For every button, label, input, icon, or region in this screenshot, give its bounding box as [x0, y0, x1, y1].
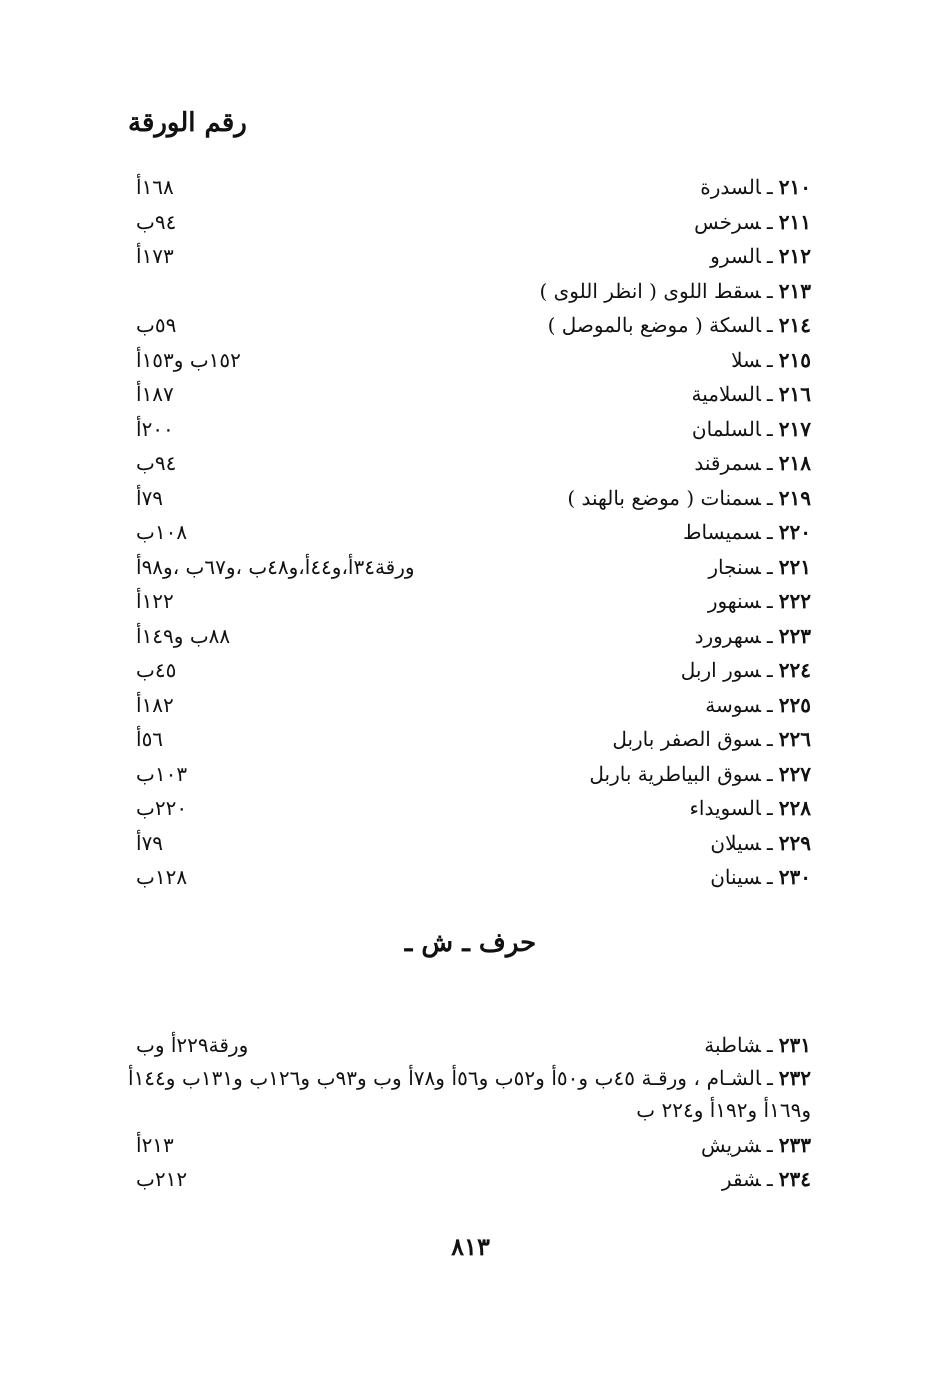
entry-place — [589, 757, 811, 791]
entry-row — [128, 1028, 811, 1062]
entry-number: ٢١٠ — [778, 175, 811, 199]
entry-folio: ٧٩أ — [136, 486, 164, 510]
entry-row — [128, 1128, 811, 1162]
entry-separator: ـ — [766, 348, 773, 372]
entry-separator: ـ — [766, 382, 773, 406]
entry-separator: ـ — [766, 589, 773, 613]
entry-place — [710, 239, 811, 273]
entry-row — [128, 170, 811, 204]
entry-name: السكة ( موضع بالموصل ) — [547, 313, 761, 337]
entry-separator: ـ — [766, 210, 773, 234]
entry-name: شريش — [700, 1133, 761, 1157]
entry-place — [705, 688, 811, 722]
entry-row — [128, 239, 811, 273]
entry-row — [128, 757, 811, 791]
entry-folio: ٥٩ب — [136, 313, 177, 337]
entry-name: سقط اللوى ( انظر اللوى ) — [539, 279, 761, 303]
entry-place — [691, 377, 811, 411]
entry-place — [567, 481, 811, 515]
entry-name: سوق البياطرية باربل — [589, 762, 761, 786]
entry-number: ٢١٨ — [778, 451, 811, 475]
entry-folio: ١٧٣أ — [136, 244, 174, 268]
entry-folio: ١٠٣ب — [136, 762, 188, 786]
entry-number: ٢٣٠ — [778, 865, 811, 889]
entry-folio: ٤٥ب — [136, 658, 177, 682]
entry-number: ٢٣٤ — [778, 1167, 811, 1191]
entry-name: السلامية — [691, 382, 761, 406]
entry-number: ٢١٩ — [778, 486, 811, 510]
entry-folio: ١٥٢ب و١٥٣أ — [136, 348, 241, 372]
entry-place — [710, 860, 811, 894]
entry-separator: ـ — [766, 624, 773, 648]
entry-separator: ـ — [766, 796, 773, 820]
entry-separator: ـ — [766, 693, 773, 717]
entry-folio: ٩٤ب — [136, 210, 177, 234]
entry-number: ٢٢٧ — [778, 762, 811, 786]
entry-row — [128, 481, 811, 515]
entry-row — [128, 550, 811, 584]
entry-separator: ـ — [766, 727, 773, 751]
entry-folio: ١٨٢أ — [136, 693, 174, 717]
entry-separator: ـ — [766, 555, 773, 579]
entry-row — [128, 584, 811, 618]
entry-folio: ورقة٣٤أ،و٤٤أ،و٤٨ب ،و٦٧ب ،و٩٨أ — [136, 555, 415, 579]
entry-place — [539, 274, 811, 308]
entry-place — [701, 1128, 811, 1162]
entry-place — [708, 584, 811, 618]
entry-number: ٢٣٣ — [778, 1133, 811, 1157]
entry-place — [692, 412, 811, 446]
entry-folio: ١٦٨أ — [136, 175, 174, 199]
entry-folio: ٨٨ب و١٤٩أ — [136, 624, 231, 648]
entry-folio: ١٢٨ب — [136, 865, 188, 889]
entry-number: ٢١٢ — [778, 244, 811, 268]
entry-separator: ـ — [766, 520, 773, 544]
column-header: رقم الورقة — [128, 108, 247, 138]
entry-name: السلمان — [691, 417, 761, 441]
entry-separator: ـ — [766, 313, 773, 337]
entry-place — [694, 205, 811, 239]
entry-name: شاطبة — [704, 1033, 761, 1057]
entry-folio: ٥٦أ — [136, 727, 164, 751]
entry-row-wrapped — [128, 1062, 811, 1126]
entry-row — [128, 308, 811, 342]
entry-number: ٢١٦ — [778, 382, 811, 406]
entry-number: ٢٣١ — [778, 1033, 811, 1057]
entry-folio: ٢٢٠ب — [136, 796, 188, 820]
entry-separator: ـ — [766, 658, 773, 682]
entry-row — [128, 722, 811, 756]
entry-number: ٢١٥ — [778, 348, 811, 372]
entry-name: سنجار — [708, 555, 761, 579]
entry-name: سور اربل — [680, 658, 761, 682]
entry-row — [128, 515, 811, 549]
entry-name: سمرقند — [694, 451, 761, 475]
entry-number: ٢٢٨ — [778, 796, 811, 820]
entry-row — [128, 1162, 811, 1196]
entry-place — [681, 653, 811, 687]
entry-folio: ٢١٢ب — [136, 1167, 188, 1191]
entry-row — [128, 343, 811, 377]
entry-place — [695, 619, 811, 653]
entry-separator: ـ — [766, 1167, 773, 1191]
entry-separator: ـ — [766, 175, 773, 199]
entry-name: سينان — [710, 865, 761, 889]
entry-folio: ٩٤ب — [136, 451, 177, 475]
entry-place — [694, 446, 811, 480]
entry-place — [708, 550, 811, 584]
entry-number: ٢١٧ — [778, 417, 811, 441]
entry-number: ٢٣٢ — [778, 1066, 812, 1090]
entry-separator: ـ — [766, 1033, 773, 1057]
section-title: حرف ـ ش ـ — [404, 928, 537, 958]
entry-number: ٢٢١ — [778, 555, 811, 579]
entry-row — [128, 205, 811, 239]
entry-folio: ورقة٢٢٩أ وب — [136, 1033, 249, 1057]
entry-row — [128, 619, 811, 653]
entry-name: السدرة — [700, 175, 761, 199]
entry-number: ٢٢٦ — [778, 727, 811, 751]
entry-name: السرو — [710, 244, 761, 268]
entry-separator: ـ — [766, 1066, 773, 1090]
entry-number: ٢١١ — [778, 210, 811, 234]
entry-number: ٢٢٥ — [778, 693, 811, 717]
entry-name: سوسة — [705, 693, 761, 717]
entry-name: السويداء — [689, 796, 761, 820]
entry-name: الشـام ، ورقـة ٤٥ب و٥٠أ و٥٢ب و٥٦أ و٧٨أ وب و٩٣ب و١٢٦ب و١٣١ب و١٤٤أ و١٦٩أ و١٩٢أ و٢٢٤ ب — [128, 1066, 811, 1122]
entry-name: سهرورد — [694, 624, 761, 648]
entry-number: ٢٢٩ — [778, 831, 811, 855]
entry-number: ٢٢٠ — [778, 520, 811, 544]
entry-place — [700, 170, 811, 204]
entry-row — [128, 377, 811, 411]
entry-name: سرخس — [694, 210, 761, 234]
page-number: ٨١٣ — [451, 1232, 490, 1261]
entry-name: سيلان — [710, 831, 761, 855]
entry-name: سوق الصفر باربل — [612, 727, 761, 751]
entry-folio: ١٠٨ب — [136, 520, 188, 544]
entry-separator: ـ — [766, 865, 773, 889]
entry-number: ٢١٣ — [778, 279, 811, 303]
entry-folio: ٧٩أ — [136, 831, 164, 855]
entry-row — [128, 446, 811, 480]
entry-row — [128, 653, 811, 687]
entry-row — [128, 412, 811, 446]
entry-place — [690, 791, 811, 825]
entry-number: ٢٢٢ — [778, 589, 811, 613]
entry-separator: ـ — [766, 279, 773, 303]
entry-separator: ـ — [766, 1133, 773, 1157]
entry-folio: ١٢٢أ — [136, 589, 174, 613]
entry-separator: ـ — [766, 451, 773, 475]
entry-number: ٢٢٤ — [778, 658, 811, 682]
entry-row — [128, 791, 811, 825]
entry-name: سمنات ( موضع بالهند ) — [567, 486, 761, 510]
entry-separator: ـ — [766, 244, 773, 268]
entry-place — [722, 1162, 811, 1196]
entry-row — [128, 826, 811, 860]
entry-separator: ـ — [766, 417, 773, 441]
entry-place — [548, 308, 811, 342]
entry-separator: ـ — [766, 831, 773, 855]
entry-place — [128, 1062, 811, 1126]
entry-row — [128, 860, 811, 894]
entry-name: سلا — [731, 348, 761, 372]
entry-place — [731, 343, 811, 377]
entry-number: ٢٢٣ — [778, 624, 811, 648]
entry-row — [128, 688, 811, 722]
entry-name: سميساط — [683, 520, 761, 544]
entry-folio: ٢٠٠أ — [136, 417, 174, 441]
entry-number: ٢١٤ — [778, 313, 811, 337]
entry-separator: ـ — [766, 762, 773, 786]
entry-row — [128, 274, 811, 308]
entry-folio: ٢١٣أ — [136, 1133, 174, 1157]
entry-name: شقر — [721, 1167, 761, 1191]
entry-place — [710, 826, 811, 860]
entry-name: سنهور — [707, 589, 761, 613]
entry-separator: ـ — [766, 486, 773, 510]
entry-place — [683, 515, 811, 549]
entry-folio: ١٨٧أ — [136, 382, 174, 406]
entry-place — [704, 1028, 811, 1062]
entry-place — [612, 722, 811, 756]
